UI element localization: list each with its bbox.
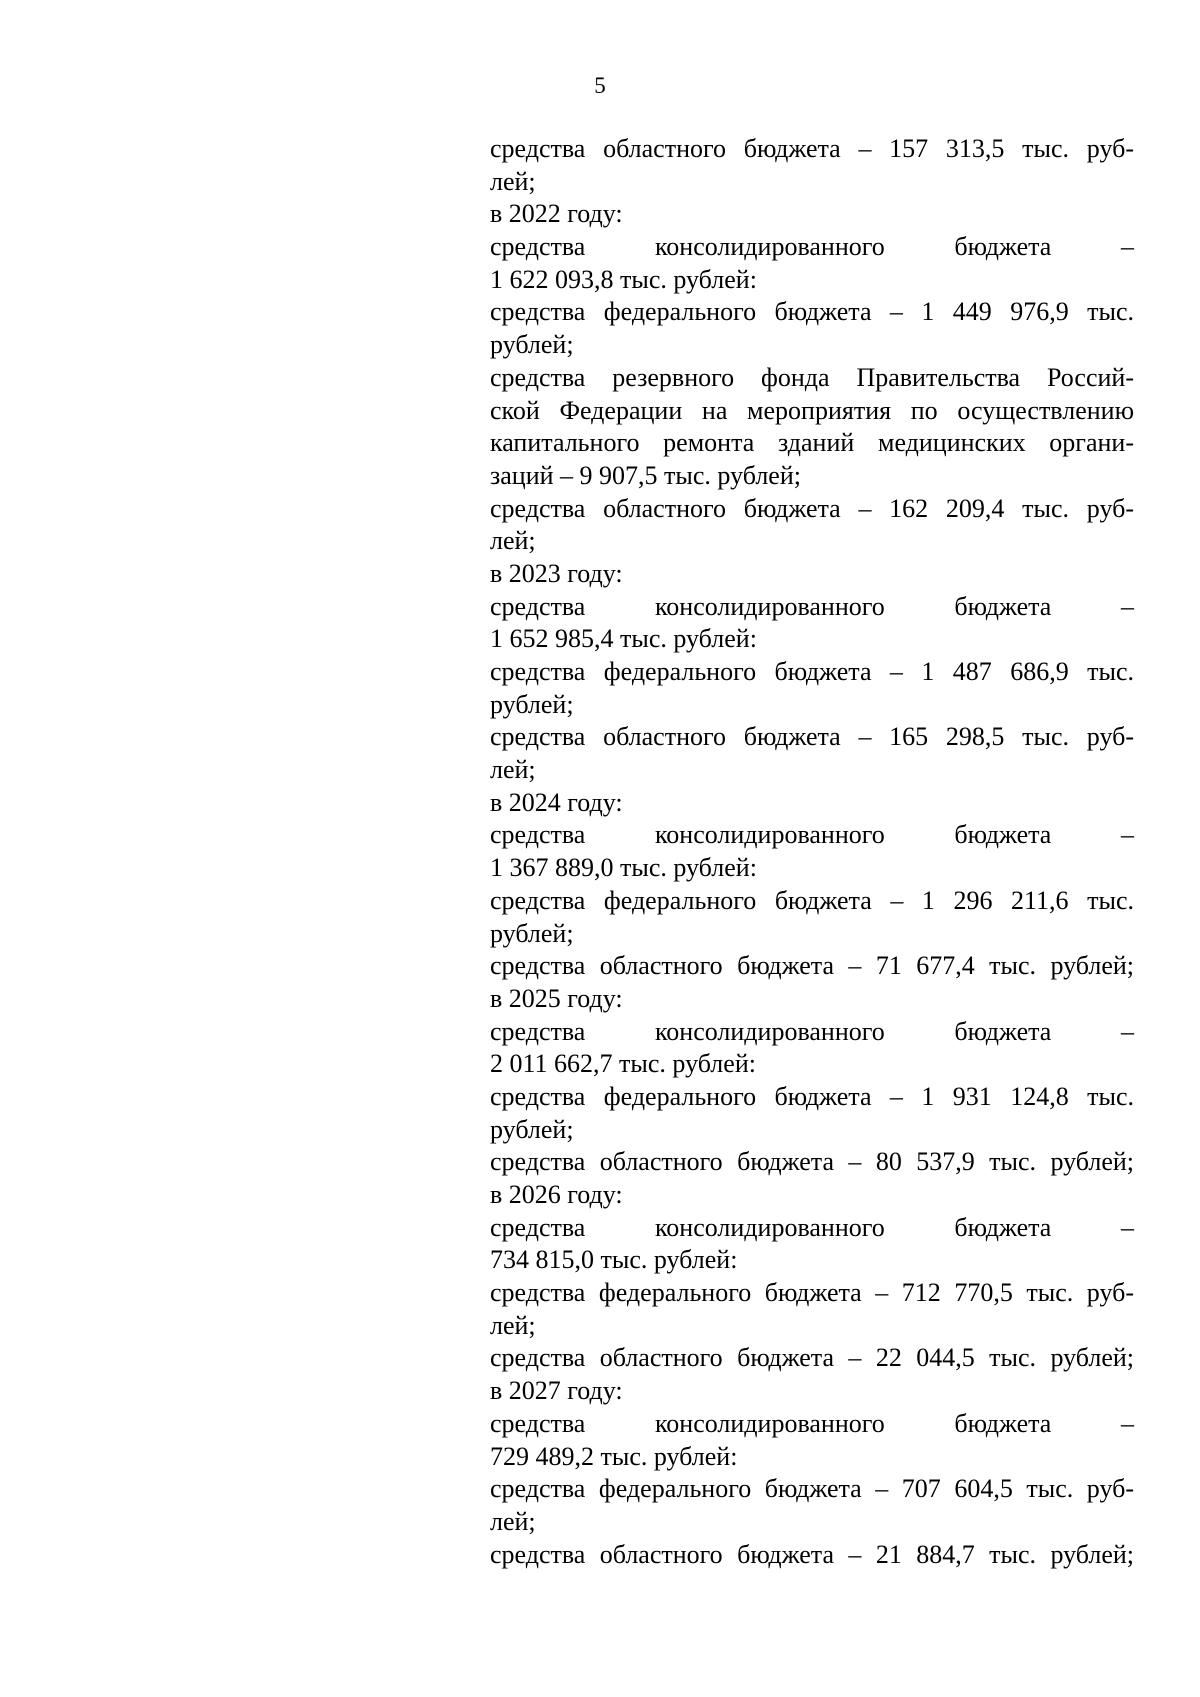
text-line: лей; (490, 755, 536, 785)
text-line: в 2022 году: (490, 199, 623, 229)
text-line: средства консолидированного бюджета – (490, 1408, 1134, 1438)
text-line: в 2024 году: (490, 787, 623, 817)
text-line: средства областного бюджета – 162 209,4 тыс. руб- (490, 493, 1134, 523)
text-line: ской Федерации на мероприятия по осуществлению (490, 395, 1134, 425)
text-line: 1 622 093,8 тыс. рублей: (490, 264, 757, 294)
text-line: средства консолидированного бюджета – (490, 1212, 1134, 1242)
text-line: средства консолидированного бюджета – (490, 820, 1134, 850)
text-line: средства областного бюджета – 71 677,4 тыс. рублей; (490, 951, 1134, 981)
text-line: в 2025 году: (490, 983, 623, 1013)
text-line: в 2023 году: (490, 558, 623, 588)
text-line: в 2027 году: (490, 1376, 623, 1406)
text-line: средства федерального бюджета – 1 931 124,8 тыс. (490, 1081, 1134, 1111)
text-line: средства федерального бюджета – 1 449 976,9 тыс. (490, 297, 1134, 327)
text-line: заций – 9 907,5 тыс. рублей; (490, 460, 801, 490)
text-line: лей; (490, 1310, 536, 1340)
text-line: средства консолидированного бюджета – (490, 232, 1134, 262)
text-line: лей; (490, 1506, 536, 1536)
text-line: рублей; (490, 918, 574, 948)
text-line: рублей; (490, 689, 574, 719)
text-line: средства федерального бюджета – 1 296 211,6 тыс. (490, 885, 1134, 915)
text-line: средства консолидированного бюджета – (490, 1016, 1134, 1046)
text-line: 1 367 889,0 тыс. рублей: (490, 853, 757, 883)
text-line: средства областного бюджета – 80 537,9 тыс. рублей; (490, 1147, 1134, 1177)
text-line: средства консолидированного бюджета – (490, 591, 1134, 621)
text-line: лей; (490, 526, 536, 556)
text-line: в 2026 году: (490, 1180, 623, 1209)
text-line: средства областного бюджета – 22 044,5 тыс. рублей; (490, 1343, 1134, 1373)
text-line: 734 815,0 тыс. рублей: (490, 1245, 738, 1275)
page-number: 5 (594, 73, 606, 98)
text-line: рублей; (490, 330, 574, 360)
text-line: средства областного бюджета – 165 298,5 тыс. руб- (490, 722, 1134, 752)
text-line: средства федерального бюджета – 1 487 686,9 тыс. (490, 657, 1134, 686)
text-line: 2 011 662,7 тыс. рублей: (490, 1049, 756, 1079)
body-text-column (490, 133, 1134, 1571)
text-line: рублей; (490, 1114, 574, 1144)
text-line: 729 489,2 тыс. рублей: (490, 1441, 738, 1471)
text-line: лей; (490, 166, 536, 196)
text-line: капитального ремонта зданий медицинских органи- (490, 428, 1134, 458)
text-line: средства областного бюджета – 21 884,7 тыс. рублей; (490, 1539, 1134, 1569)
text-line: 1 652 985,4 тыс. рублей: (490, 624, 757, 654)
text-line: средства федерального бюджета – 707 604,5 тыс. руб- (490, 1474, 1134, 1504)
text-line: средства федерального бюджета – 712 770,5 тыс. руб- (490, 1278, 1134, 1308)
text-line: средства резервного фонда Правительства Россий- (490, 362, 1134, 392)
text-line: средства областного бюджета – 157 313,5 тыс. руб- (490, 134, 1134, 163)
